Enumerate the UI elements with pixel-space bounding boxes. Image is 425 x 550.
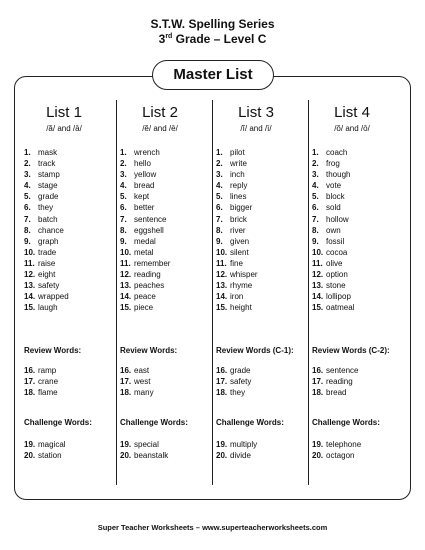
word: flame <box>38 388 58 398</box>
list-sounds: /ŏ/ and /ō/ <box>334 124 370 133</box>
word: east <box>134 366 150 375</box>
word: metal <box>134 247 154 257</box>
review-words-label: Review Words (C-1): <box>216 346 294 355</box>
list-item: 19. magical <box>24 440 66 449</box>
list-item: 14. iron <box>216 292 244 302</box>
word: chance <box>38 225 64 235</box>
list-item: 3. stamp <box>24 170 60 180</box>
column-divider <box>308 100 309 485</box>
list-item: 9. given <box>216 236 250 246</box>
word: peace <box>134 292 156 302</box>
list-item: 13. stone <box>312 281 346 291</box>
list-item: 18. flame <box>24 388 58 398</box>
word: hollow <box>326 214 349 224</box>
list-item: 17. safety <box>216 377 252 387</box>
grade-number: 3 <box>158 32 166 46</box>
word: many <box>134 388 154 398</box>
list-item: 8. river <box>216 225 246 235</box>
review-words-label: Review Words: <box>24 346 82 355</box>
word: stamp <box>38 170 60 180</box>
word: eggshell <box>134 225 164 235</box>
word: beanstalk <box>134 451 169 461</box>
footer-credit: Super Teacher Worksheets – www.superteacherworksheets.com <box>97 523 328 532</box>
list-item: 8. chance <box>24 225 64 235</box>
review-word-list <box>216 365 251 398</box>
list-item: 2. frog <box>312 159 340 169</box>
list-item: 11. raise <box>24 258 56 268</box>
word: kept <box>134 192 150 202</box>
word: sold <box>326 203 341 213</box>
list-item: 14. lollipop <box>312 292 351 302</box>
word: silent <box>230 247 249 257</box>
word: medal <box>134 236 156 246</box>
word: fossil <box>326 236 345 246</box>
list-item: 3. though <box>312 170 351 180</box>
list-item: 4. reply <box>216 181 248 191</box>
word: sentence <box>326 366 359 375</box>
word: vote <box>326 181 342 191</box>
word: grade <box>230 366 251 375</box>
list-item: 10. trade <box>24 247 57 257</box>
list-item: 11. fine <box>216 258 243 268</box>
word: bigger <box>230 203 253 213</box>
grade-suffix: rd <box>165 33 173 40</box>
word: brick <box>230 214 247 224</box>
list-item: 10. metal <box>120 247 154 257</box>
list-item: 8. eggshell <box>120 225 164 235</box>
list-item: 18. they <box>216 388 246 398</box>
word: yellow <box>134 170 157 180</box>
list-item: 16. grade <box>216 366 251 375</box>
word: wrapped <box>38 292 69 302</box>
worksheet-header <box>0 17 425 47</box>
list-item: 12. option <box>312 270 348 280</box>
list-item: 7. sentence <box>120 214 167 224</box>
list-item: 18. bread <box>312 388 347 398</box>
word: special <box>134 440 159 449</box>
word-list <box>312 147 354 313</box>
list-item: 4. bread <box>120 181 155 191</box>
list-item: 1. wrench <box>120 148 160 157</box>
review-word-list <box>312 365 358 398</box>
series-title: S.T.W. Spelling Series <box>150 17 275 31</box>
list-title: List 3 <box>238 104 274 121</box>
word: rhyme <box>230 281 253 291</box>
word: graph <box>38 236 59 246</box>
word-list <box>120 147 170 313</box>
list-item: 9. graph <box>24 236 59 246</box>
list-item: 11. remember <box>120 258 171 268</box>
list-item: 19. telephone <box>312 440 362 449</box>
master-list-title: Master List <box>152 60 274 90</box>
word: lollipop <box>326 292 351 302</box>
word: given <box>230 236 250 246</box>
list-item: 5. lines <box>216 192 247 202</box>
word: stone <box>326 281 346 291</box>
list-item: 10. cocoa <box>312 247 348 257</box>
list-item: 15. height <box>216 303 252 313</box>
list-item: 12. reading <box>120 270 161 280</box>
grade-rest: Grade – Level C <box>172 32 267 46</box>
word: track <box>38 159 56 169</box>
column-divider <box>116 100 117 485</box>
word: multiply <box>230 440 258 449</box>
word: hello <box>134 159 151 169</box>
list-item: 1. pilot <box>216 148 245 157</box>
word: piece <box>134 303 154 313</box>
word: bread <box>326 388 347 398</box>
list-item: 10. silent <box>216 247 249 257</box>
word: reading <box>326 377 353 387</box>
review-words-label: Review Words: <box>120 346 178 355</box>
word-list <box>216 147 258 313</box>
list-item: 5. block <box>312 192 345 202</box>
list-item: 2. write <box>216 159 247 169</box>
list-item: 12. whisper <box>216 270 258 280</box>
word: inch <box>230 170 245 180</box>
list-title: List 2 <box>142 104 178 121</box>
list-item: 3. yellow <box>120 170 157 180</box>
list-item: 6. bigger <box>216 203 253 213</box>
list-item: 6. sold <box>312 203 341 213</box>
list-item: 16. east <box>120 366 150 375</box>
list-item: 13. peaches <box>120 281 165 291</box>
list-item: 20. divide <box>216 451 251 461</box>
list-item: 9. medal <box>120 236 156 246</box>
grade-level <box>0 32 425 47</box>
list-item: 19. multiply <box>216 440 258 449</box>
word: mask <box>38 148 58 157</box>
word: safety <box>38 281 60 291</box>
word: crane <box>38 377 59 387</box>
list-item: 14. peace <box>120 292 156 302</box>
list-item: 2. track <box>24 159 56 169</box>
list-item: 13. rhyme <box>216 281 253 291</box>
review-words-label: Review Words (C-2): <box>312 346 390 355</box>
list-item: 7. batch <box>24 214 58 224</box>
word: whisper <box>230 270 258 280</box>
word: write <box>230 159 247 169</box>
word: fine <box>230 258 243 268</box>
list-item: 13. safety <box>24 281 60 291</box>
challenge-words-label: Challenge Words: <box>312 418 380 427</box>
word: remember <box>134 258 171 268</box>
list-item: 15. laugh <box>24 303 58 313</box>
list-title: List 1 <box>46 104 82 121</box>
list-item: 3. inch <box>216 170 245 180</box>
word-list <box>24 147 69 313</box>
word: height <box>230 303 252 313</box>
word: own <box>326 225 341 235</box>
word: iron <box>230 292 244 302</box>
word: telephone <box>326 440 362 449</box>
word: stage <box>38 181 58 191</box>
list-item: 5. grade <box>24 192 59 202</box>
list-item: 20. octagon <box>312 451 355 461</box>
word: they <box>38 203 54 213</box>
word: option <box>326 270 348 280</box>
word: grade <box>38 192 59 202</box>
list-sounds: /ă/ and /ā/ <box>46 124 82 133</box>
list-item: 17. reading <box>312 377 353 387</box>
word: reply <box>230 181 248 191</box>
list-item: 1. coach <box>312 148 348 157</box>
word: sentence <box>134 214 167 224</box>
list-item: 14. wrapped <box>24 292 69 302</box>
review-word-list <box>24 365 58 398</box>
list-title: List 4 <box>334 104 370 121</box>
list-item: 6. they <box>24 203 54 213</box>
challenge-word-list <box>216 439 257 461</box>
word: river <box>230 225 246 235</box>
challenge-words-label: Challenge Words: <box>120 418 188 427</box>
word: pilot <box>230 148 245 157</box>
list-item: 6. better <box>120 203 155 213</box>
list-item: 18. many <box>120 388 154 398</box>
list-sounds: /ĕ/ and /ē/ <box>142 124 178 133</box>
list-item: 4. vote <box>312 181 342 191</box>
word: better <box>134 203 155 213</box>
list-item: 17. crane <box>24 377 59 387</box>
list-item: 2. hello <box>120 159 151 169</box>
word: reading <box>134 270 161 280</box>
list-item: 20. beanstalk <box>120 451 169 461</box>
word: trade <box>38 247 57 257</box>
word: raise <box>38 258 56 268</box>
word: magical <box>38 440 66 449</box>
word: block <box>326 192 345 202</box>
list-item: 15. piece <box>120 303 154 313</box>
list-item: 7. brick <box>216 214 247 224</box>
list-sounds: /ĭ/ and /ī/ <box>240 124 272 133</box>
list-item: 16. sentence <box>312 366 359 375</box>
list-item: 15. oatmeal <box>312 303 355 313</box>
word: they <box>230 388 246 398</box>
list-item: 4. stage <box>24 181 58 191</box>
word: wrench <box>134 148 160 157</box>
review-word-list <box>120 365 154 398</box>
word: safety <box>230 377 252 387</box>
word: lines <box>230 192 247 202</box>
list-item: 9. fossil <box>312 236 345 246</box>
word: eight <box>38 270 56 280</box>
list-item: 8. own <box>312 225 341 235</box>
challenge-word-list <box>24 439 66 461</box>
word: west <box>134 377 151 387</box>
list-item: 5. kept <box>120 192 150 202</box>
list-item: 20. station <box>24 451 62 461</box>
word: oatmeal <box>326 303 355 313</box>
list-item: 16. ramp <box>24 366 57 375</box>
word: batch <box>38 214 58 224</box>
word: peaches <box>134 281 165 291</box>
word: divide <box>230 451 251 461</box>
word: coach <box>326 148 348 157</box>
list-item: 7. hollow <box>312 214 349 224</box>
word: olive <box>326 258 343 268</box>
column-divider <box>212 100 213 485</box>
list-item: 17. west <box>120 377 151 387</box>
word: octagon <box>326 451 355 461</box>
word: laugh <box>38 303 58 313</box>
list-item: 1. mask <box>24 148 58 157</box>
list-item: 12. eight <box>24 270 56 280</box>
word: station <box>38 451 62 461</box>
challenge-word-list <box>120 439 168 461</box>
challenge-words-label: Challenge Words: <box>216 418 284 427</box>
word: though <box>326 170 351 180</box>
challenge-words-label: Challenge Words: <box>24 418 92 427</box>
word: ramp <box>38 366 57 375</box>
word: frog <box>326 159 340 169</box>
challenge-word-list <box>312 439 361 461</box>
list-item: 19. special <box>120 440 159 449</box>
word: bread <box>134 181 155 191</box>
list-item: 11. olive <box>312 258 343 268</box>
word: cocoa <box>326 247 348 257</box>
